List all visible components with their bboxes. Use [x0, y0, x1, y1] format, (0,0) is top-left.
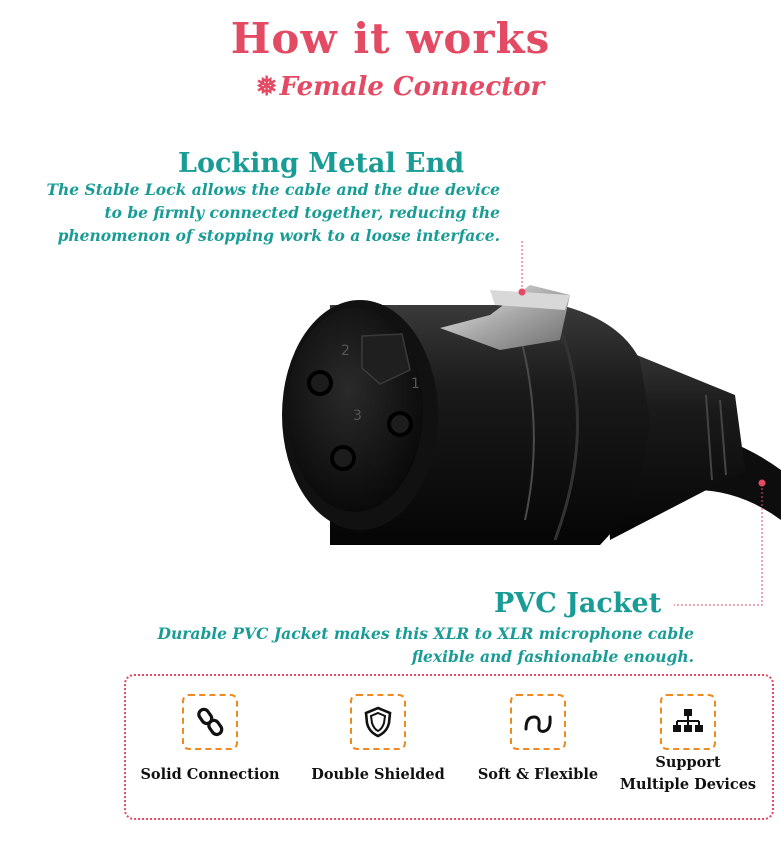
feature-label: Double Shielded	[311, 766, 445, 783]
network-icon	[660, 694, 716, 750]
callout-locking-line: phenomenon of stopping work to a loose interface.	[57, 226, 500, 245]
feature-label: Soft & Flexible	[477, 766, 599, 783]
callout-pvc-title: PVC Jacket	[494, 588, 662, 619]
subtitle-text: Female Connector	[279, 72, 545, 102]
callout-locking-line: The Stable Lock allows the cable and the due device	[46, 180, 500, 199]
feature-soft-flexible	[458, 694, 618, 786]
feature-label-line: Multiple Devices	[619, 776, 757, 793]
pin-label: 1	[411, 376, 420, 392]
callout-pvc-desc	[74, 622, 694, 668]
page-title: How it works	[230, 14, 551, 63]
curve-icon	[510, 694, 566, 750]
feature-label	[608, 752, 768, 796]
feature-solid-connection	[130, 694, 290, 786]
chain-link-icon	[182, 694, 238, 750]
shield-icon	[350, 694, 406, 750]
pin-label: 2	[341, 343, 350, 359]
callout-locking-line: to be firmly connected together, reducing the	[104, 203, 500, 222]
callout-pvc-line: Durable PVC Jacket makes this XLR to XLR microphone cable	[157, 624, 694, 643]
feature-multiple-devices	[608, 694, 768, 796]
snowflake-icon: ❅	[255, 72, 278, 102]
feature-label-line: Support	[655, 754, 721, 771]
pin-label: 3	[353, 408, 362, 424]
feature-label: Solid Connection	[140, 766, 280, 783]
page-subtitle	[0, 72, 781, 102]
callout-locking-desc	[0, 178, 500, 247]
features-panel	[124, 674, 774, 820]
callout-pvc-line: flexible and fashionable enough.	[411, 647, 694, 666]
feature-double-shielded	[298, 694, 458, 786]
pvc-leader-line	[660, 480, 770, 610]
callout-locking-title: Locking Metal End	[178, 148, 465, 179]
